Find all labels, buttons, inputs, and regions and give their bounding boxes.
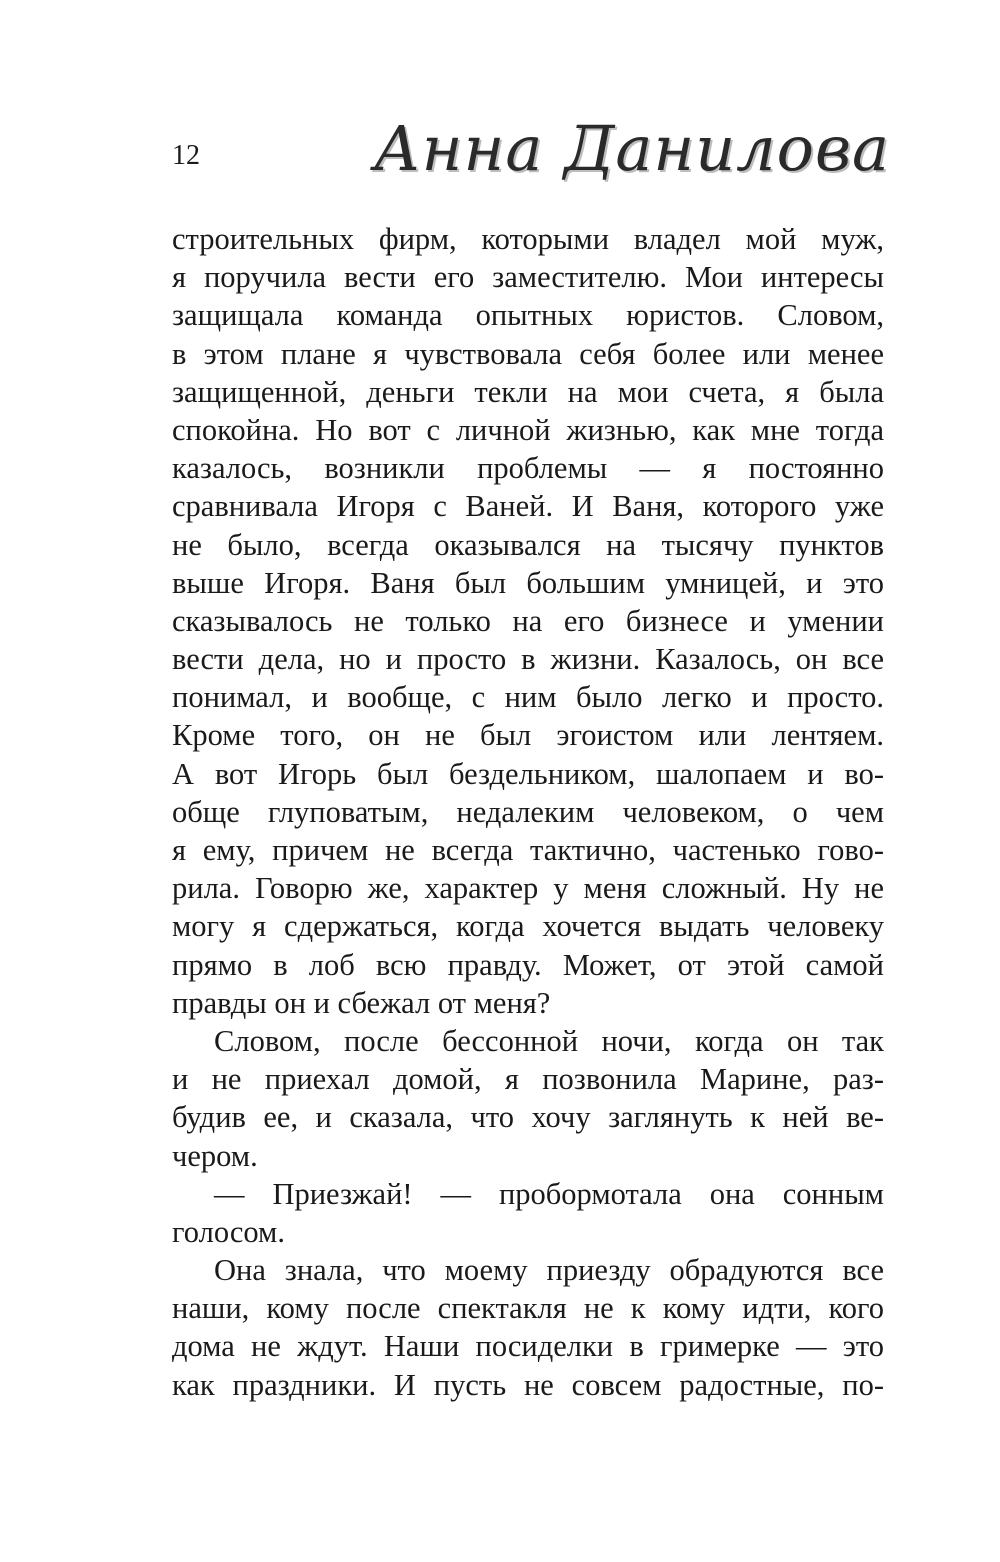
text-line: я поручила вести его заместителю. Мои интересы — [172, 260, 884, 295]
text-line: правды он и сбежал от меня? — [172, 985, 551, 1020]
text-line: защищала команда опытных юристов. Словом, — [172, 298, 884, 333]
text-line: сказывалось не только на его бизнесе и умении — [172, 603, 884, 638]
text-line: казалось, возникли проблемы — я постоянно — [172, 451, 884, 486]
running-head-author: Анна Данилова — [373, 112, 890, 185]
text-line: — Приезжай! — пробормотала она сонным — [214, 1176, 884, 1211]
text-line: сравнивала Игоря с Ваней. И Ваня, которого уже — [172, 489, 884, 524]
text-line: могу я сдержаться, когда хочется выдать человеку — [172, 909, 884, 944]
text-line: Она знала, что моему приезду обрадуются все — [214, 1253, 884, 1288]
paragraph — [172, 1175, 884, 1251]
text-line: наши, кому после спектакля не к кому идти, кого — [172, 1291, 884, 1326]
body-text — [172, 220, 884, 1404]
text-line: спокойна. Но вот с личной жизнью, как мне тогда — [172, 412, 884, 447]
text-line: А вот Игорь был бездельником, шалопаем и во- — [172, 756, 884, 791]
text-line: не было, всегда оказывался на тысячу пунктов — [172, 527, 884, 562]
text-line: рила. Говорю же, характер у меня сложный. Ну не — [172, 871, 884, 906]
page-number: 12 — [172, 140, 200, 171]
text-line: прямо в лоб всю правду. Может, от этой самой — [172, 947, 884, 982]
text-line: голосом. — [172, 1214, 285, 1249]
text-line: Словом, после бессонной ночи, когда он так — [214, 1023, 884, 1058]
text-line: вести дела, но и просто в жизни. Казалось, он все — [172, 642, 884, 677]
text-line: выше Игоря. Ваня был большим умницей, и это — [172, 565, 884, 600]
text-line: Кроме того, он не был эгоистом или лентяем. — [172, 718, 884, 753]
text-line: строительных фирм, которыми владел мой муж, — [172, 222, 884, 256]
text-line: понимал, и вообще, с ним было легко и просто. — [172, 680, 884, 715]
paragraph — [172, 1022, 884, 1175]
text-line: чером. — [172, 1138, 258, 1173]
text-line: и не приехал домой, я позвонила Марине, раз- — [172, 1062, 884, 1097]
text-line: защищенной, деньги текли на мои счета, я была — [172, 374, 884, 409]
text-line: в этом плане я чувствовала себя более или менее — [172, 336, 884, 371]
text-line: как праздники. И пусть не совсем радостные, по- — [172, 1367, 884, 1402]
text-line: будив ее, и сказала, что хочу заглянуть к ней ве- — [172, 1100, 884, 1135]
text-line: я ему, причем не всегда тактично, частенько гово- — [172, 833, 884, 867]
paragraph — [172, 1251, 884, 1404]
text-line: дома не ждут. Наши посиделки в гримерке — это — [172, 1329, 884, 1364]
paragraph — [172, 220, 884, 1022]
text-line: обще глуповатым, недалеким человеком, о чем — [172, 794, 884, 829]
